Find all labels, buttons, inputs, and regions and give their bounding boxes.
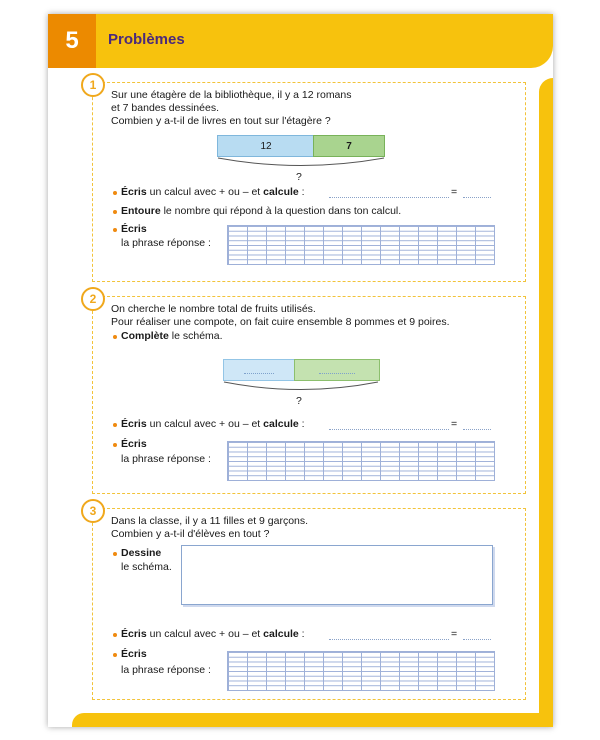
bullet-icon	[113, 210, 117, 214]
right-decor-bar	[539, 78, 553, 718]
problem-2-box	[89, 292, 526, 494]
calcul-answer-line[interactable]	[329, 429, 449, 430]
calcul-answer-line[interactable]	[329, 639, 449, 640]
bar-segment-blank-left[interactable]	[223, 359, 295, 381]
instruction-phrase-label: la phrase réponse :	[121, 237, 211, 249]
section-header	[48, 14, 553, 68]
instruction-entoure: Entoure le nombre qui répond à la question dans ton calcul.	[121, 205, 402, 217]
bullet-icon	[113, 335, 117, 339]
problem-text-line: et 7 bandes dessinées.	[111, 102, 219, 114]
instruction-ecris-label: Écris	[121, 438, 147, 450]
problem-number-badge: 1	[81, 73, 105, 97]
bullet-icon	[113, 633, 117, 637]
problem-1-box	[89, 78, 526, 282]
answer-writing-grid[interactable]	[227, 441, 495, 481]
worksheet-page	[48, 14, 553, 727]
instruction-calcul: Écris un calcul avec + ou – et calcule :	[121, 186, 305, 198]
equals-sign: =	[451, 628, 458, 640]
equals-sign: =	[451, 186, 458, 198]
instruction-ecris-label: Écris	[121, 223, 147, 235]
section-number: 5	[48, 14, 96, 68]
problem-text-line: Sur une étagère de la bibliothèque, il y a 12 romans	[111, 89, 352, 101]
problem-3-box	[89, 504, 526, 700]
drawing-area[interactable]	[181, 545, 493, 605]
problem-text-line: On cherche le nombre total de fruits utilisés.	[111, 303, 316, 315]
section-title: Problèmes	[108, 31, 185, 48]
brace-icon	[223, 381, 379, 393]
bullet-icon	[113, 191, 117, 195]
instruction-calcul: Écris un calcul avec + ou – et calcule :	[121, 628, 305, 640]
instruction-phrase-label: la phrase réponse :	[121, 664, 211, 676]
result-answer-line[interactable]	[463, 197, 491, 198]
instruction-phrase-label: la phrase réponse :	[121, 453, 211, 465]
instruction-dessine-label: Dessine	[121, 547, 162, 559]
equals-sign: =	[451, 418, 458, 430]
instruction-complete: Complète le schéma.	[121, 330, 223, 342]
bar-question-mark: ?	[296, 395, 302, 407]
brace-icon	[217, 157, 385, 169]
bullet-icon	[113, 423, 117, 427]
calcul-answer-line[interactable]	[329, 197, 449, 198]
bullet-icon	[113, 552, 117, 556]
bar-question-mark: ?	[296, 171, 302, 183]
result-answer-line[interactable]	[463, 429, 491, 430]
problem-question: Combien y a-t-il de livres en tout sur l'étagère ?	[111, 115, 331, 127]
bar-segment-blank-right[interactable]	[294, 359, 380, 381]
result-answer-line[interactable]	[463, 639, 491, 640]
instruction-ecris-label: Écris	[121, 648, 147, 660]
problem-number-badge: 2	[81, 287, 105, 311]
bullet-icon	[113, 228, 117, 232]
bullet-icon	[113, 443, 117, 447]
problem-question: Combien y a-t-il d'élèves en tout ?	[111, 528, 270, 540]
bullet-icon	[113, 653, 117, 657]
answer-writing-grid[interactable]	[227, 225, 495, 265]
instruction-schema-label: le schéma.	[121, 561, 172, 573]
bottom-decor-bar	[72, 713, 553, 727]
bar-segment-bd: 7	[313, 135, 385, 157]
problem-text-line: Pour réaliser une compote, on fait cuire ensemble 8 pommes et 9 poires.	[111, 316, 450, 328]
bar-segment-romans: 12	[217, 135, 315, 157]
answer-writing-grid[interactable]	[227, 651, 495, 691]
instruction-calcul: Écris un calcul avec + ou – et calcule :	[121, 418, 305, 430]
problem-text-line: Dans la classe, il y a 11 filles et 9 garçons.	[111, 515, 309, 527]
problem-number-badge: 3	[81, 499, 105, 523]
